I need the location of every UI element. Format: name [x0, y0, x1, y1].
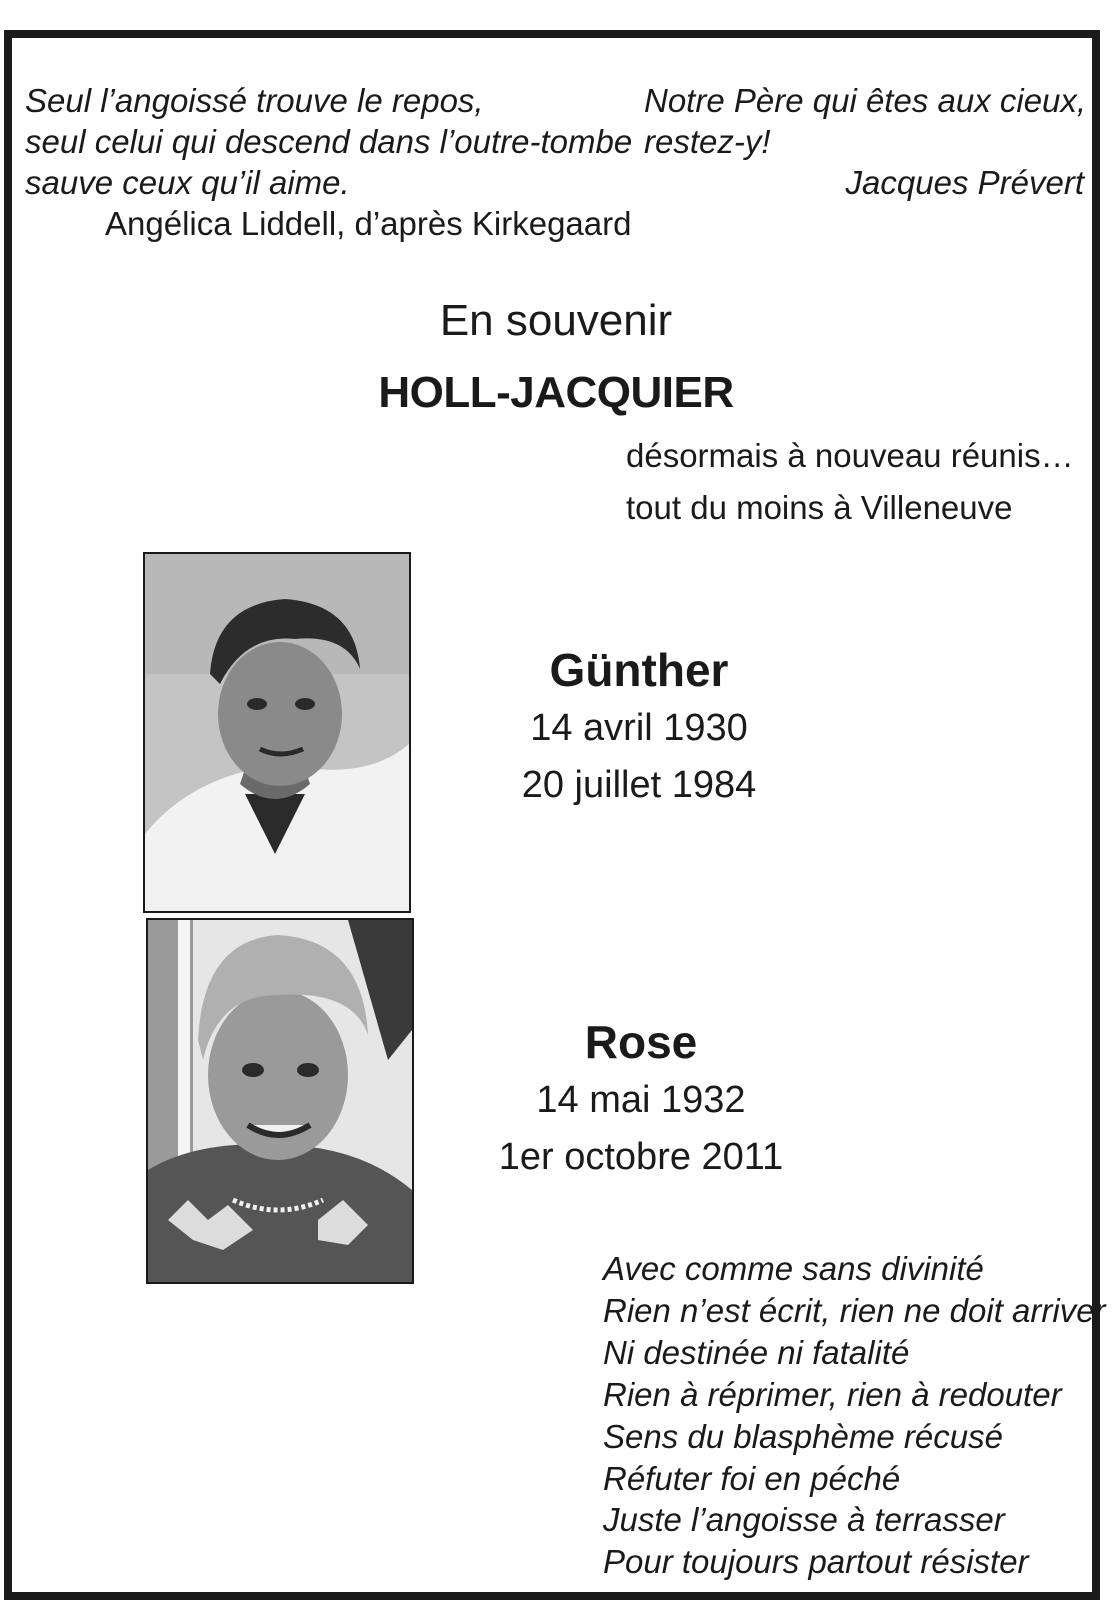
poem-line: Sens du blasphème récusé: [603, 1417, 1003, 1455]
poem-line: Juste l’angoisse à terrasser: [603, 1501, 1005, 1539]
quote-right: [644, 80, 1110, 203]
person-name: Rose: [584, 1016, 698, 1068]
portrait-rose-image: [148, 920, 412, 1282]
quote-left-line: Seul l’angoissé trouve le repos,: [25, 82, 484, 119]
quote-right-line: Notre Père qui êtes aux cieux,: [644, 82, 1087, 119]
person-name: Günther: [549, 644, 729, 696]
death-date: 20 juillet 1984: [521, 764, 757, 806]
quote-right-author: Jacques Prévert: [845, 164, 1084, 201]
person-gunther: [439, 640, 839, 814]
family-name: HOLL-JACQUIER: [378, 368, 734, 417]
quote-left-line: sauve ceux qu’il aime.: [25, 164, 350, 201]
reunion-line: désormais à nouveau réunis…: [626, 437, 1074, 474]
death-date: 1er octobre 2011: [498, 1136, 784, 1178]
birth-date: 14 mai 1932: [536, 1079, 746, 1121]
poem-line: Rien n’est écrit, rien ne doit arriver: [603, 1291, 1106, 1329]
heading: En souvenir: [439, 296, 673, 345]
portrait-photo-rose: [146, 918, 414, 1284]
quote-left-author: Angélica Liddell, d’après Kirkegaard: [105, 205, 632, 242]
reunion-line: tout du moins à Villeneuve: [626, 489, 1013, 526]
poem-line: Réfuter foi en péché: [603, 1459, 901, 1497]
quote-left-line: seul celui qui descend dans l’outre-tombe: [25, 123, 633, 160]
quote-right-line: restez-y!: [644, 123, 771, 160]
poem-line: Pour toujours partout résister: [603, 1543, 1029, 1581]
poem-line: Avec comme sans divinité: [603, 1250, 984, 1287]
poem-line: Ni destinée ni fatalité: [603, 1333, 910, 1371]
reunion-text: [626, 430, 1074, 534]
portrait-photo-gunther: [143, 552, 411, 913]
portrait-gunther-image: [145, 554, 409, 911]
birth-date: 14 avril 1930: [530, 707, 748, 749]
poem-line: Rien à réprimer, rien à redouter: [603, 1375, 1062, 1413]
person-rose: [441, 1012, 841, 1186]
poem: [603, 1248, 1106, 1583]
quote-left: [25, 80, 632, 244]
